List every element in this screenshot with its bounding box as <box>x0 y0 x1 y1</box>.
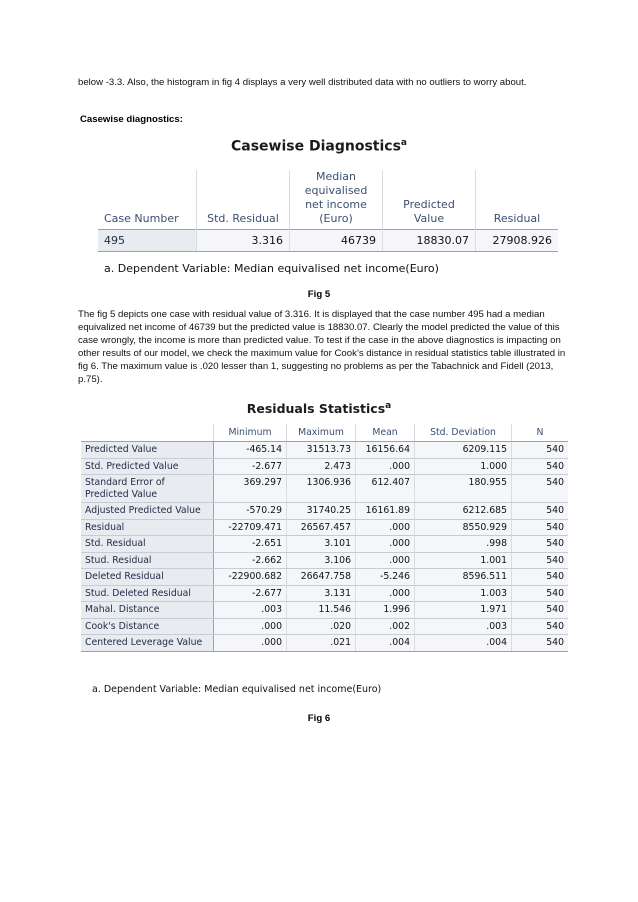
intro-paragraph: below -3.3. Also, the histogram in fig 4 displays a very well distributed data with no outliers to worry about. <box>78 77 527 88</box>
row-value-cell: .003 <box>214 602 287 619</box>
residuals-row <box>81 635 568 652</box>
row-value-cell: -22709.471 <box>214 519 287 536</box>
row-value-cell: 540 <box>512 569 569 586</box>
residuals-row <box>81 475 568 503</box>
row-value-cell: .004 <box>415 635 512 652</box>
row-value-cell: .020 <box>287 618 356 635</box>
row-value-cell: 26647.758 <box>287 569 356 586</box>
residuals-row <box>81 458 568 475</box>
row-value-cell: -5.246 <box>356 569 415 586</box>
row-label: Stud. Residual <box>81 552 214 569</box>
fig6-caption: Fig 6 <box>307 713 331 724</box>
row-value-cell: -2.677 <box>214 458 287 475</box>
row-value-cell: 540 <box>512 602 569 619</box>
col-header-case-number: Case Number <box>98 170 197 230</box>
col-header-std-residual: Std. Residual <box>197 170 290 230</box>
row-value-cell: 540 <box>512 503 569 520</box>
row-value-cell: .000 <box>356 458 415 475</box>
residuals-header-row <box>81 424 568 442</box>
row-value-cell: .000 <box>356 536 415 553</box>
row-value-cell: 1.996 <box>356 602 415 619</box>
row-value-cell: .004 <box>356 635 415 652</box>
row-value-cell: -465.14 <box>214 442 287 459</box>
residuals-row <box>81 536 568 553</box>
col-header-std-deviation: Std. Deviation <box>415 424 512 442</box>
row-value-cell: 540 <box>512 552 569 569</box>
row-value-cell: 1306.936 <box>287 475 356 503</box>
row-label: Adjusted Predicted Value <box>81 503 214 520</box>
residuals-row <box>81 519 568 536</box>
row-value-cell: 1.971 <box>415 602 512 619</box>
row-value-cell: 6209.115 <box>415 442 512 459</box>
row-value-cell: .002 <box>356 618 415 635</box>
casewise-footnote: a. Dependent Variable: Median equivalised net income(Euro) <box>104 262 439 275</box>
row-value-cell: 1.001 <box>415 552 512 569</box>
row-value-cell: 540 <box>512 519 569 536</box>
row-value-cell: 540 <box>512 585 569 602</box>
row-value-cell: 540 <box>512 458 569 475</box>
col-header-mean: Mean <box>356 424 415 442</box>
cell-std-residual: 3.316 <box>197 230 290 252</box>
col-header-blank <box>81 424 214 442</box>
row-value-cell: .000 <box>356 585 415 602</box>
col-header-n: N <box>512 424 569 442</box>
row-value-cell: .000 <box>356 552 415 569</box>
casewise-header-row <box>98 170 558 230</box>
row-value-cell: 3.131 <box>287 585 356 602</box>
row-value-cell: -570.29 <box>214 503 287 520</box>
residuals-row <box>81 602 568 619</box>
casewise-title: Casewise Diagnostics$^a$ <box>231 138 407 155</box>
row-label: Std. Predicted Value <box>81 458 214 475</box>
row-value-cell: 11.546 <box>287 602 356 619</box>
row-value-cell: 8550.929 <box>415 519 512 536</box>
row-value-cell: -22900.682 <box>214 569 287 586</box>
residuals-title: Residuals Statistics$^a$ <box>246 401 392 417</box>
col-header-residual: Residual <box>493 212 541 225</box>
col-header-predicted-value: Predicted Value <box>383 170 476 230</box>
row-value-cell: 16156.64 <box>356 442 415 459</box>
row-value-cell: 3.106 <box>287 552 356 569</box>
row-value-cell: -2.651 <box>214 536 287 553</box>
casewise-table <box>98 170 558 252</box>
row-value-cell: 31513.73 <box>287 442 356 459</box>
residuals-row <box>81 503 568 520</box>
row-value-cell: .000 <box>214 618 287 635</box>
row-value-cell: 540 <box>512 475 569 503</box>
row-value-cell: 540 <box>512 635 569 652</box>
residuals-footnote: a. Dependent Variable: Median equivalised net income(Euro) <box>92 684 382 695</box>
row-value-cell: 31740.25 <box>287 503 356 520</box>
row-value-cell: 2.473 <box>287 458 356 475</box>
row-value-cell: 1.000 <box>415 458 512 475</box>
row-value-cell: 16161.89 <box>356 503 415 520</box>
residuals-row <box>81 442 568 459</box>
row-label: Mahal. Distance <box>81 602 214 619</box>
row-label: Std. Residual <box>81 536 214 553</box>
row-value-cell: .000 <box>214 635 287 652</box>
residuals-row <box>81 585 568 602</box>
residuals-row <box>81 618 568 635</box>
row-label: Centered Leverage Value <box>81 635 214 652</box>
row-value-cell: .003 <box>415 618 512 635</box>
residuals-table <box>81 424 568 652</box>
row-value-cell: 26567.457 <box>287 519 356 536</box>
row-value-cell: 612.407 <box>356 475 415 503</box>
row-label: Predicted Value <box>81 442 214 459</box>
residuals-body <box>81 442 568 652</box>
col-header-minimum: Minimum <box>214 424 287 442</box>
body-paragraph: The fig 5 depicts one case with residual value of 3.316. It is displayed that the case number 495 had a median equivalized net income of 46739 but the predicted value is 18830.07. Clearly the model predicted the value of this case wrongly, the income is more than predicted value. To test if the case in the above diagnostics is impacting on other results of our model, we check the maximum value for Cook’s distance in residual statistics table illustrated in fig 6. The maximum value is .020 lesser than 1, suggesting no problems as per the Tabachnick and Fidell (2013, p.75). <box>78 309 566 386</box>
col-header-maximum: Maximum <box>287 424 356 442</box>
residuals-row <box>81 552 568 569</box>
cell-case-number: 495 <box>98 230 197 252</box>
row-value-cell: .998 <box>415 536 512 553</box>
row-label: Cook's Distance <box>81 618 214 635</box>
cell-median-income: 46739 <box>290 230 383 252</box>
row-value-cell: -2.662 <box>214 552 287 569</box>
row-value-cell: 180.955 <box>415 475 512 503</box>
row-value-cell: 540 <box>512 536 569 553</box>
casewise-row <box>98 230 558 252</box>
residuals-row <box>81 569 568 586</box>
col-header-median-income: Median equivalised net income (Euro) <box>290 170 383 230</box>
row-label: Residual <box>81 519 214 536</box>
row-value-cell: .000 <box>356 519 415 536</box>
row-label: Deleted Residual <box>81 569 214 586</box>
row-value-cell: .021 <box>287 635 356 652</box>
cell-predicted-value: 18830.07 <box>383 230 476 252</box>
row-label: Stud. Deleted Residual <box>81 585 214 602</box>
section-heading: Casewise diagnostics: <box>80 114 183 125</box>
row-value-cell: 1.003 <box>415 585 512 602</box>
cell-residual: 27908.926 <box>476 230 559 252</box>
row-value-cell: 3.101 <box>287 536 356 553</box>
fig5-caption: Fig 5 <box>307 289 331 300</box>
row-value-cell: 6212.685 <box>415 503 512 520</box>
row-value-cell: 540 <box>512 618 569 635</box>
row-value-cell: 540 <box>512 442 569 459</box>
row-value-cell: -2.677 <box>214 585 287 602</box>
row-value-cell: 8596.511 <box>415 569 512 586</box>
row-label: Standard Error of Predicted Value <box>81 475 214 503</box>
row-value-cell: 369.297 <box>214 475 287 503</box>
